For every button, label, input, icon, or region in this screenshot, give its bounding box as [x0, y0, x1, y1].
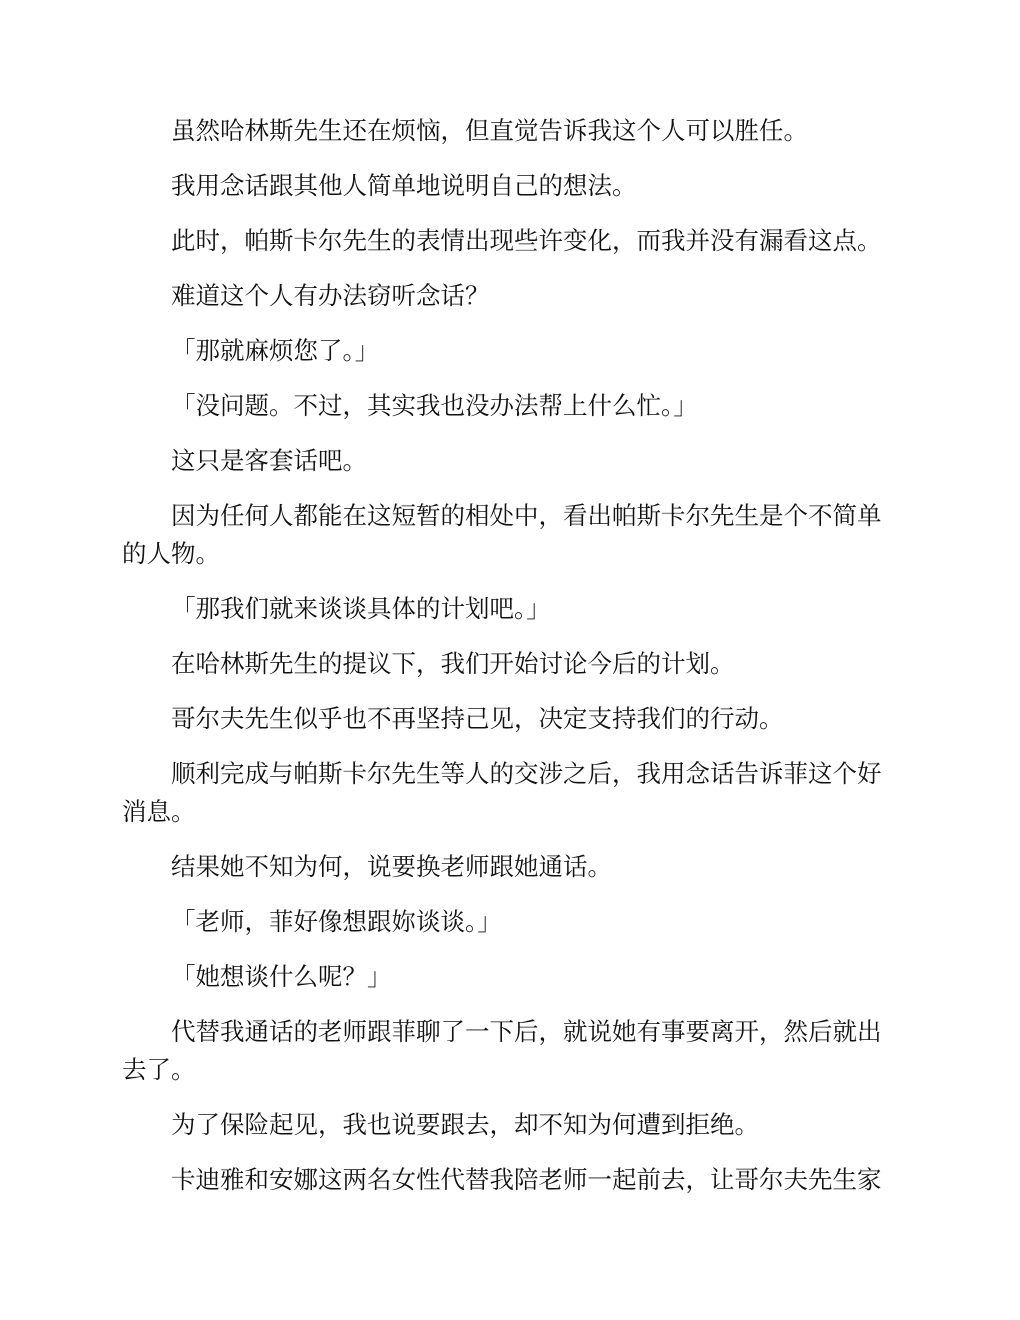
document-page [122, 112, 898, 1216]
paragraph: 虽然哈林斯先生还在烦恼，但直觉告诉我这个人可以胜任。 [171, 116, 808, 145]
dialogue-paragraph: 「没问题。不过，其实我也没办法帮上什么忙。」 [171, 391, 698, 420]
paragraph: 为了保险起见，我也说要跟去，却不知为何遭到拒绝。 [171, 1110, 759, 1139]
paragraph: 这只是客套话吧。 [171, 446, 367, 475]
dialogue-paragraph: 「她想谈什么呢？」 [171, 962, 392, 991]
paragraph: 结果她不知为何，说要换老师跟她通话。 [171, 852, 612, 881]
paragraph: 此时，帕斯卡尔先生的表情出现些许变化，而我并没有漏看这点。 [171, 226, 882, 255]
paragraph: 难道这个人有办法窃听念话？ [171, 281, 490, 310]
paragraph: 我用念话跟其他人简单地说明自己的想法。 [171, 171, 637, 200]
paragraph: 因为任何人都能在这短暂的相处中，看出帕斯卡尔先生是个不简单的人物。 [122, 501, 882, 568]
dialogue-paragraph: 「那我们就来谈谈具体的计划吧。」 [171, 594, 551, 623]
paragraph: 代替我通话的老师跟菲聊了一下后，就说她有事要离开，然后就出去了。 [122, 1017, 882, 1084]
paragraph: 哥尔夫先生似乎也不再坚持己见，决定支持我们的行动。 [171, 704, 784, 733]
dialogue-paragraph: 「那就麻烦您了。」 [171, 336, 380, 365]
paragraph: 卡迪雅和安娜这两名女性代替我陪老师一起前去，让哥尔夫先生家 [171, 1165, 882, 1194]
paragraph: 顺利完成与帕斯卡尔先生等人的交涉之后，我用念话告诉菲这个好消息。 [122, 759, 882, 826]
dialogue-paragraph: 「老师，菲好像想跟妳谈谈。」 [171, 907, 502, 936]
paragraph: 在哈林斯先生的提议下，我们开始讨论今后的计划。 [171, 649, 735, 678]
